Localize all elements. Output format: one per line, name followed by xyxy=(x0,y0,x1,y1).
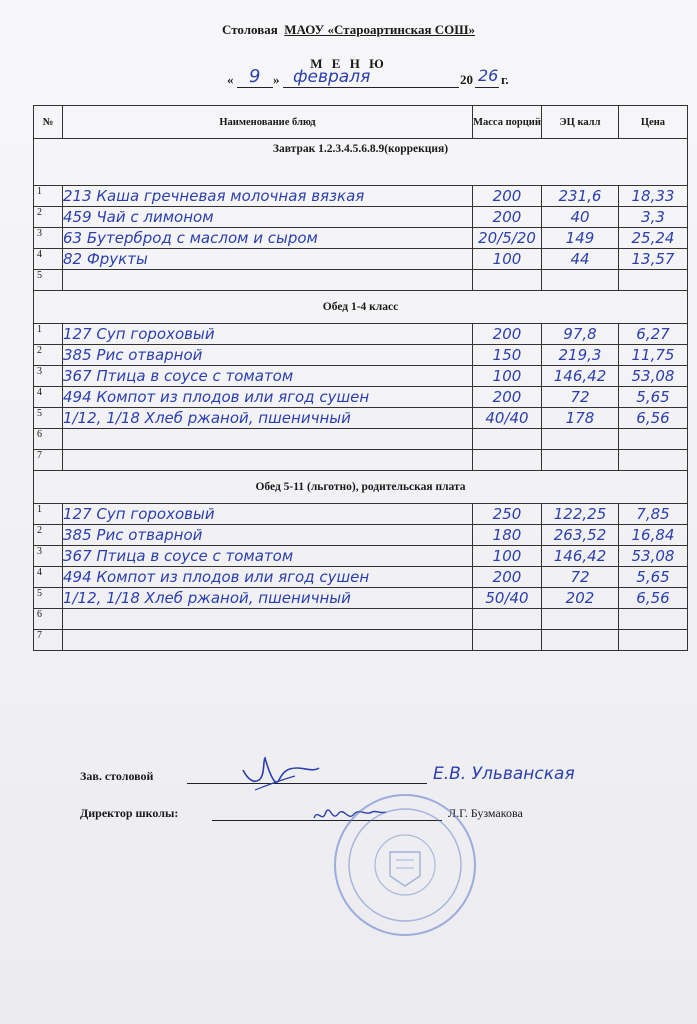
dish-name: 494 Компот из плодов или ягод сушен xyxy=(63,568,370,586)
date-year-end: г. xyxy=(501,72,509,87)
row-number-cell: 2 xyxy=(34,207,63,228)
calories-cell xyxy=(542,504,619,525)
dish-name-cell xyxy=(63,249,473,270)
price: 25,24 xyxy=(631,229,675,247)
row-number-cell: 1 xyxy=(34,186,63,207)
dish-name-cell xyxy=(63,429,473,450)
portion-mass: 100 xyxy=(492,367,522,385)
calories-cell xyxy=(542,546,619,567)
price: 18,33 xyxy=(631,187,675,205)
dish-name-cell xyxy=(63,186,473,207)
calories-cell xyxy=(542,387,619,408)
price: 6,56 xyxy=(636,589,670,607)
price-cell xyxy=(619,324,688,345)
portion-mass-cell xyxy=(473,609,542,630)
calories: 146,42 xyxy=(553,547,607,565)
dish-name-cell xyxy=(63,588,473,609)
portion-mass: 100 xyxy=(492,250,522,268)
price: 6,27 xyxy=(636,325,670,343)
col-number-header: № xyxy=(34,106,63,139)
portion-mass: 200 xyxy=(492,568,522,586)
table-row xyxy=(34,567,688,588)
dish-name: 1/12, 1/18 Хлеб ржаной, пшеничный xyxy=(63,409,351,427)
canteen-head-label: Зав. столовой xyxy=(80,769,154,783)
price: 6,56 xyxy=(636,409,670,427)
table-row xyxy=(34,345,688,366)
price-cell xyxy=(619,546,688,567)
table-row xyxy=(34,546,688,567)
director-name: Л.Г. Бузмакова xyxy=(448,806,523,820)
dish-name-cell xyxy=(63,630,473,651)
calories-cell xyxy=(542,609,619,630)
dish-name: 63 Бутерброд с маслом и сыром xyxy=(63,229,318,247)
portion-mass: 250 xyxy=(492,505,522,523)
calories-cell xyxy=(542,429,619,450)
portion-mass: 50/40 xyxy=(485,589,529,607)
table-row xyxy=(34,525,688,546)
dish-name: 82 Фрукты xyxy=(63,250,148,268)
row-number-cell: 7 xyxy=(34,450,63,471)
dish-name: 127 Суп гороховый xyxy=(63,325,215,343)
menu-title: М Е Н Ю xyxy=(310,56,387,71)
price-cell xyxy=(619,408,688,429)
section-title: Обед 1-4 класс xyxy=(34,291,688,324)
portion-mass-cell xyxy=(473,186,542,207)
calories-cell xyxy=(542,450,619,471)
portion-mass-cell xyxy=(473,207,542,228)
table-row xyxy=(34,366,688,387)
col-kcal-header: ЭЦ калл xyxy=(542,106,619,139)
calories: 44 xyxy=(570,250,590,268)
price-cell xyxy=(619,387,688,408)
portion-mass-cell xyxy=(473,504,542,525)
date-month: февраля xyxy=(293,67,371,87)
col-mass-header: Масса порций xyxy=(473,106,542,139)
calories-cell xyxy=(542,324,619,345)
portion-mass-cell xyxy=(473,228,542,249)
table-row xyxy=(34,630,688,651)
price-cell xyxy=(619,504,688,525)
table-row xyxy=(34,324,688,345)
row-number-cell: 1 xyxy=(34,504,63,525)
row-number-cell: 3 xyxy=(34,366,63,387)
canteen-signature xyxy=(235,750,325,800)
price-cell xyxy=(619,567,688,588)
price-cell xyxy=(619,345,688,366)
section-title: Завтрак 1.2.3.4.5.6.8.9(коррекция) xyxy=(34,139,688,186)
price: 3,3 xyxy=(641,208,665,226)
table-row xyxy=(34,270,688,291)
price-cell xyxy=(619,207,688,228)
portion-mass: 200 xyxy=(492,325,522,343)
price-cell xyxy=(619,630,688,651)
dish-name-cell xyxy=(63,366,473,387)
price: 13,57 xyxy=(631,250,675,268)
canteen-head-name: Е.В. Ульванская xyxy=(433,764,575,784)
calories: 263,52 xyxy=(553,526,607,544)
calories-cell xyxy=(542,588,619,609)
table-row xyxy=(34,387,688,408)
price: 53,08 xyxy=(631,367,675,385)
col-price-header: Цена xyxy=(619,106,688,139)
price-cell xyxy=(619,228,688,249)
day-underline xyxy=(237,87,273,88)
calories-cell xyxy=(542,408,619,429)
school-stamp xyxy=(330,790,480,940)
date-year-suffix: 26 xyxy=(478,66,499,85)
row-number-cell: 2 xyxy=(34,345,63,366)
price: 53,08 xyxy=(631,547,675,565)
director-label: Директор школы: xyxy=(80,806,179,820)
canteen-prefix: Столовая xyxy=(221,22,278,37)
portion-mass: 200 xyxy=(492,187,522,205)
portion-mass-cell xyxy=(473,270,542,291)
date-year-prefix: 20 xyxy=(460,72,473,87)
year-underline xyxy=(475,87,499,88)
date-line xyxy=(215,66,535,92)
row-number-cell: 5 xyxy=(34,270,63,291)
portion-mass-cell xyxy=(473,429,542,450)
calories: 122,25 xyxy=(553,505,607,523)
table-row xyxy=(34,609,688,630)
calories-cell xyxy=(542,567,619,588)
calories-cell xyxy=(542,249,619,270)
price-cell xyxy=(619,588,688,609)
row-number-cell: 6 xyxy=(34,429,63,450)
portion-mass-cell xyxy=(473,567,542,588)
dish-name: 494 Компот из плодов или ягод сушен xyxy=(63,388,370,406)
dish-name: 385 Рис отварной xyxy=(63,526,203,544)
calories: 231,6 xyxy=(558,187,602,205)
section-row xyxy=(34,139,688,186)
price: 5,65 xyxy=(636,568,670,586)
menu-table-body xyxy=(34,139,688,651)
table-row xyxy=(34,186,688,207)
calories: 97,8 xyxy=(563,325,597,343)
portion-mass-cell xyxy=(473,249,542,270)
row-number-cell: 5 xyxy=(34,588,63,609)
dish-name: 385 Рис отварной xyxy=(63,346,203,364)
portion-mass-cell xyxy=(473,546,542,567)
portion-mass-cell xyxy=(473,588,542,609)
row-number-cell: 7 xyxy=(34,630,63,651)
row-number-cell: 6 xyxy=(34,609,63,630)
dish-name-cell xyxy=(63,207,473,228)
portion-mass-cell xyxy=(473,324,542,345)
col-name-header: Наименование блюд xyxy=(63,106,473,139)
table-header-row xyxy=(34,106,688,139)
date-open-quote: « xyxy=(227,72,234,87)
row-number-cell: 4 xyxy=(34,249,63,270)
portion-mass-cell xyxy=(473,345,542,366)
price-cell xyxy=(619,525,688,546)
price-cell xyxy=(619,429,688,450)
price-cell xyxy=(619,249,688,270)
portion-mass: 200 xyxy=(492,208,522,226)
dish-name-cell xyxy=(63,525,473,546)
dish-name-cell xyxy=(63,270,473,291)
calories: 202 xyxy=(565,589,595,607)
calories-cell xyxy=(542,270,619,291)
table-row xyxy=(34,228,688,249)
portion-mass: 180 xyxy=(492,526,522,544)
portion-mass-cell xyxy=(473,525,542,546)
dish-name-cell xyxy=(63,324,473,345)
section-row xyxy=(34,471,688,504)
dish-name: 1/12, 1/18 Хлеб ржаной, пшеничный xyxy=(63,589,351,607)
dish-name-cell xyxy=(63,504,473,525)
price: 5,65 xyxy=(636,388,670,406)
calories-cell xyxy=(542,630,619,651)
calories-cell xyxy=(542,207,619,228)
table-row xyxy=(34,504,688,525)
date-day: 9 xyxy=(249,66,261,87)
row-number-cell: 4 xyxy=(34,567,63,588)
section-title: Обед 5-11 (льготно), родительская плата xyxy=(34,471,688,504)
row-number-cell: 2 xyxy=(34,525,63,546)
price: 11,75 xyxy=(631,346,675,364)
price: 7,85 xyxy=(636,505,670,523)
calories: 72 xyxy=(570,388,590,406)
portion-mass: 40/40 xyxy=(485,409,529,427)
calories-cell xyxy=(542,345,619,366)
dish-name: 213 Каша гречневая молочная вязкая xyxy=(63,187,365,205)
row-number-cell: 4 xyxy=(34,387,63,408)
dish-name-cell xyxy=(63,567,473,588)
table-row xyxy=(34,207,688,228)
dish-name-cell xyxy=(63,450,473,471)
table-row xyxy=(34,429,688,450)
table-row xyxy=(34,588,688,609)
table-row xyxy=(34,249,688,270)
price-cell xyxy=(619,270,688,291)
portion-mass: 150 xyxy=(492,346,522,364)
dish-name: 127 Суп гороховый xyxy=(63,505,215,523)
portion-mass: 100 xyxy=(492,547,522,565)
dish-name: 367 Птица в соусе с томатом xyxy=(63,367,294,385)
school-name: МАОУ «Староартинская СОШ» xyxy=(284,22,476,37)
dish-name-cell xyxy=(63,546,473,567)
portion-mass-cell xyxy=(473,630,542,651)
calories-cell xyxy=(542,366,619,387)
dish-name-cell xyxy=(63,345,473,366)
calories-cell xyxy=(542,228,619,249)
month-underline xyxy=(283,87,459,88)
portion-mass-cell xyxy=(473,450,542,471)
portion-mass-cell xyxy=(473,366,542,387)
section-row xyxy=(34,291,688,324)
dish-name-cell xyxy=(63,408,473,429)
portion-mass-cell xyxy=(473,408,542,429)
portion-mass: 20/5/20 xyxy=(478,229,536,247)
calories-cell xyxy=(542,186,619,207)
price-cell xyxy=(619,186,688,207)
calories-cell xyxy=(542,525,619,546)
row-number-cell: 3 xyxy=(34,228,63,249)
dish-name-cell xyxy=(63,609,473,630)
row-number-cell: 1 xyxy=(34,324,63,345)
table-row xyxy=(34,450,688,471)
calories: 72 xyxy=(570,568,590,586)
row-number-cell: 3 xyxy=(34,546,63,567)
calories: 219,3 xyxy=(558,346,602,364)
table-row xyxy=(34,408,688,429)
dish-name: 459 Чай с лимоном xyxy=(63,208,214,226)
header-canteen-line xyxy=(0,22,697,38)
dish-name-cell xyxy=(63,387,473,408)
price-cell xyxy=(619,609,688,630)
dish-name: 367 Птица в соусе с томатом xyxy=(63,547,294,565)
price: 16,84 xyxy=(631,526,675,544)
portion-mass: 200 xyxy=(492,388,522,406)
calories: 178 xyxy=(565,409,595,427)
menu-table xyxy=(33,105,688,651)
calories: 40 xyxy=(570,208,590,226)
calories: 146,42 xyxy=(553,367,607,385)
row-number-cell: 5 xyxy=(34,408,63,429)
dish-name-cell xyxy=(63,228,473,249)
portion-mass-cell xyxy=(473,387,542,408)
price-cell xyxy=(619,366,688,387)
calories: 149 xyxy=(565,229,595,247)
price-cell xyxy=(619,450,688,471)
date-close-quote: » xyxy=(273,72,280,87)
